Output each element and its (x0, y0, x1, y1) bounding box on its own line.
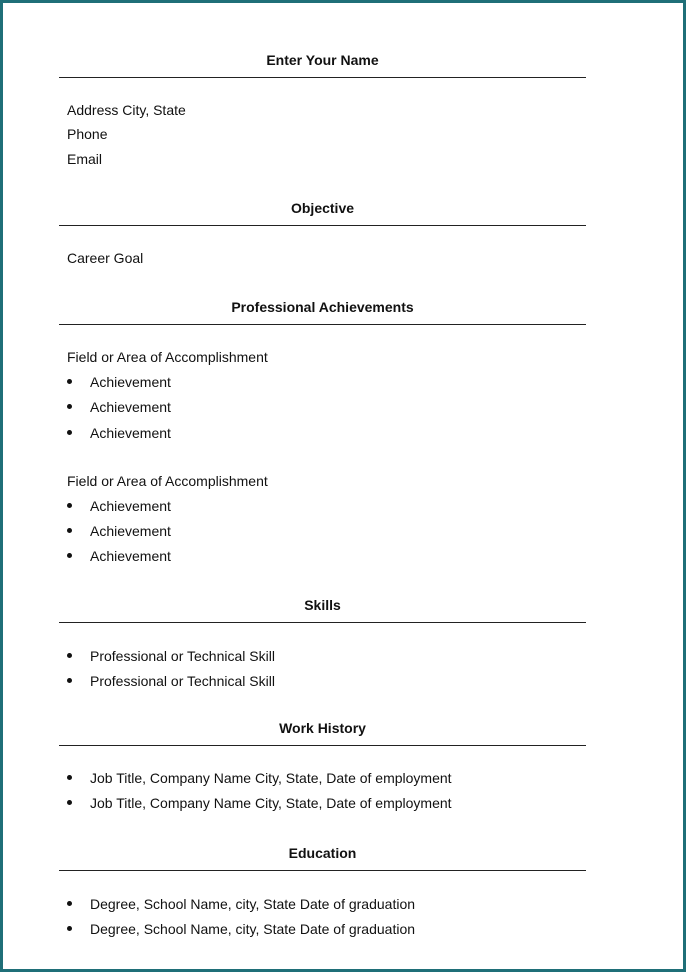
bullet-icon (66, 424, 74, 442)
achievements-divider (59, 324, 586, 325)
bullet-icon (66, 920, 74, 938)
bullet-icon (66, 794, 74, 812)
address-line: Address City, State (67, 102, 186, 118)
work-history-item: Job Title, Company Name City, State, Date of employment (90, 770, 452, 786)
skills-divider (59, 622, 586, 623)
bullet-icon (66, 895, 74, 913)
education-heading: Education (288, 845, 357, 861)
bullet-icon (66, 547, 74, 565)
resume-name-heading: Enter Your Name (266, 52, 379, 68)
education-item: Degree, School Name, city, State Date of graduation (90, 921, 416, 937)
achievement-item: Achievement (90, 548, 171, 564)
skill-item: Professional or Technical Skill (90, 648, 275, 664)
career-goal-text: Career Goal (67, 250, 144, 266)
bullet-icon (66, 769, 74, 787)
education-item: Degree, School Name, city, State Date of graduation (90, 896, 416, 912)
achievement-item: Achievement (90, 523, 171, 539)
achievement-field-1: Field or Area of Accomplishment (67, 349, 268, 365)
work-history-divider (59, 745, 586, 746)
bullet-icon (66, 672, 74, 690)
achievement-item: Achievement (90, 399, 171, 415)
achievement-item: Achievement (90, 425, 171, 441)
achievement-item: Achievement (90, 498, 171, 514)
bullet-icon (66, 398, 74, 416)
education-divider (59, 870, 586, 871)
name-divider (59, 77, 586, 78)
work-history-heading: Work History (279, 720, 366, 736)
phone-line: Phone (67, 126, 108, 142)
bullet-icon (66, 373, 74, 391)
achievement-field-2: Field or Area of Accomplishment (67, 473, 268, 489)
achievements-heading: Professional Achievements (231, 299, 414, 315)
skills-heading: Skills (304, 597, 341, 613)
bullet-icon (66, 647, 74, 665)
skill-item: Professional or Technical Skill (90, 673, 275, 689)
bullet-icon (66, 522, 74, 540)
email-line: Email (67, 151, 103, 167)
bullet-icon (66, 497, 74, 515)
work-history-item: Job Title, Company Name City, State, Date of employment (90, 795, 452, 811)
objective-divider (59, 225, 586, 226)
achievement-item: Achievement (90, 374, 171, 390)
objective-heading: Objective (290, 200, 355, 216)
